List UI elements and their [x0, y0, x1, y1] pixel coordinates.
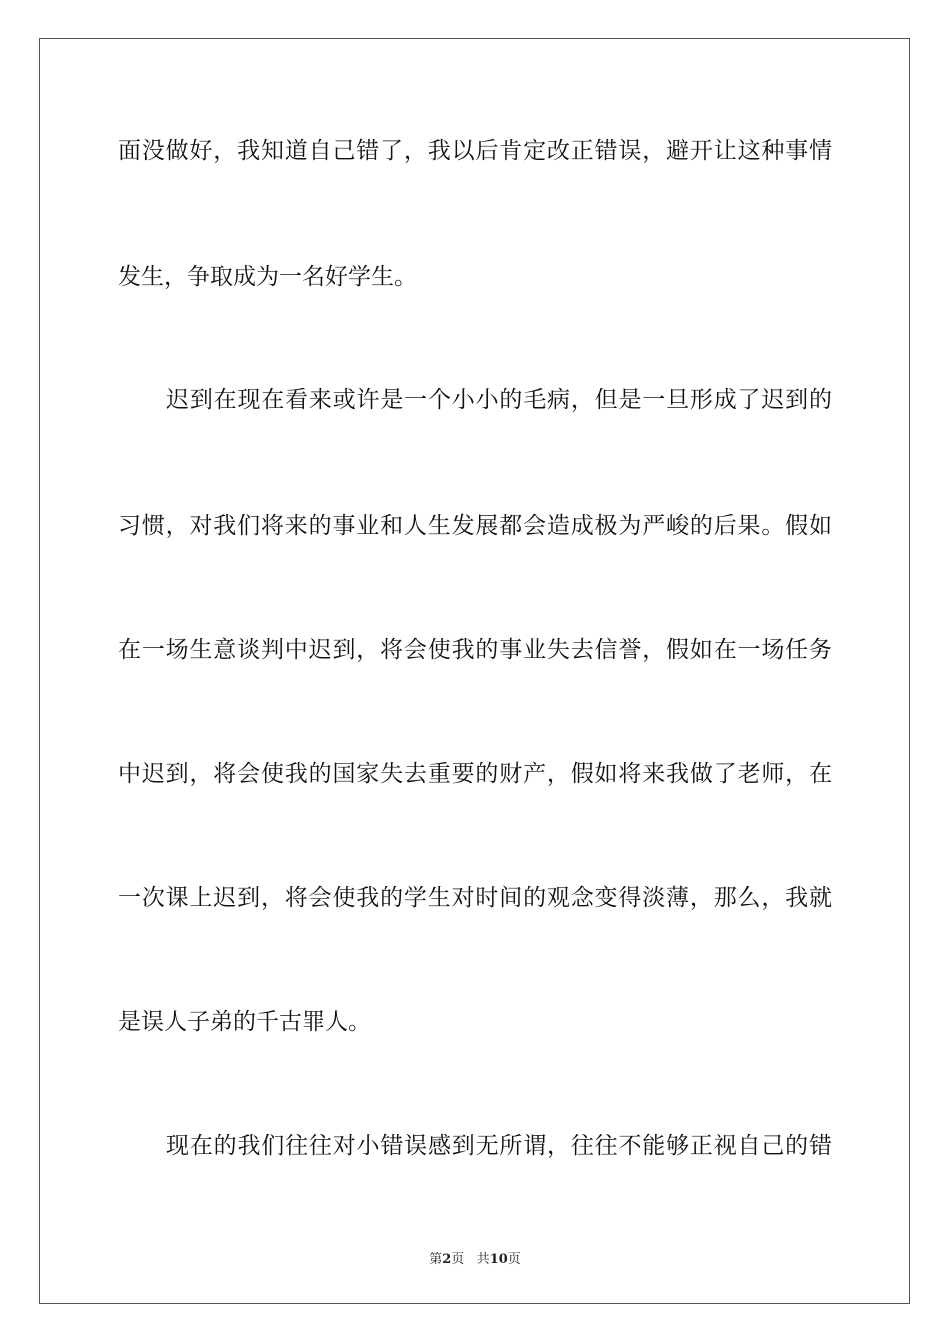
page-prefix: 第: [429, 1252, 443, 1267]
total-page-number: 10: [489, 1252, 508, 1267]
text-line: 习惯，对我们将来的事业和人生发展都会造成极为严峻的后果。假如: [118, 513, 832, 539]
total-suffix: 页: [507, 1252, 521, 1267]
text-line: 现在的我们往往对小错误感到无所谓，往往不能够正视自己的错: [166, 1133, 832, 1159]
page-suffix: 页: [451, 1252, 465, 1267]
text-line: 是误人子弟的千古罪人。: [118, 1009, 371, 1035]
text-line: 迟到在现在看来或许是一个小小的毛病，但是一旦形成了迟到的: [166, 387, 832, 413]
page-footer: [0, 1248, 950, 1267]
total-prefix: 共: [476, 1252, 490, 1267]
text-line: 一次课上迟到，将会使我的学生对时间的观念变得淡薄，那么，我就: [118, 885, 832, 911]
text-line: 在一场生意谈判中迟到，将会使我的事业失去信誉，假如在一场任务: [118, 637, 832, 663]
text-line: 中迟到，将会使我的国家失去重要的财产，假如将来我做了老师，在: [118, 761, 832, 787]
text-line: 发生，争取成为一名好学生。: [118, 264, 417, 290]
text-line: 面没做好，我知道自己错了，我以后肯定改正错误，避开让这种事情: [118, 138, 832, 164]
current-page-number: 2: [442, 1252, 452, 1267]
page-border: [39, 38, 910, 1304]
